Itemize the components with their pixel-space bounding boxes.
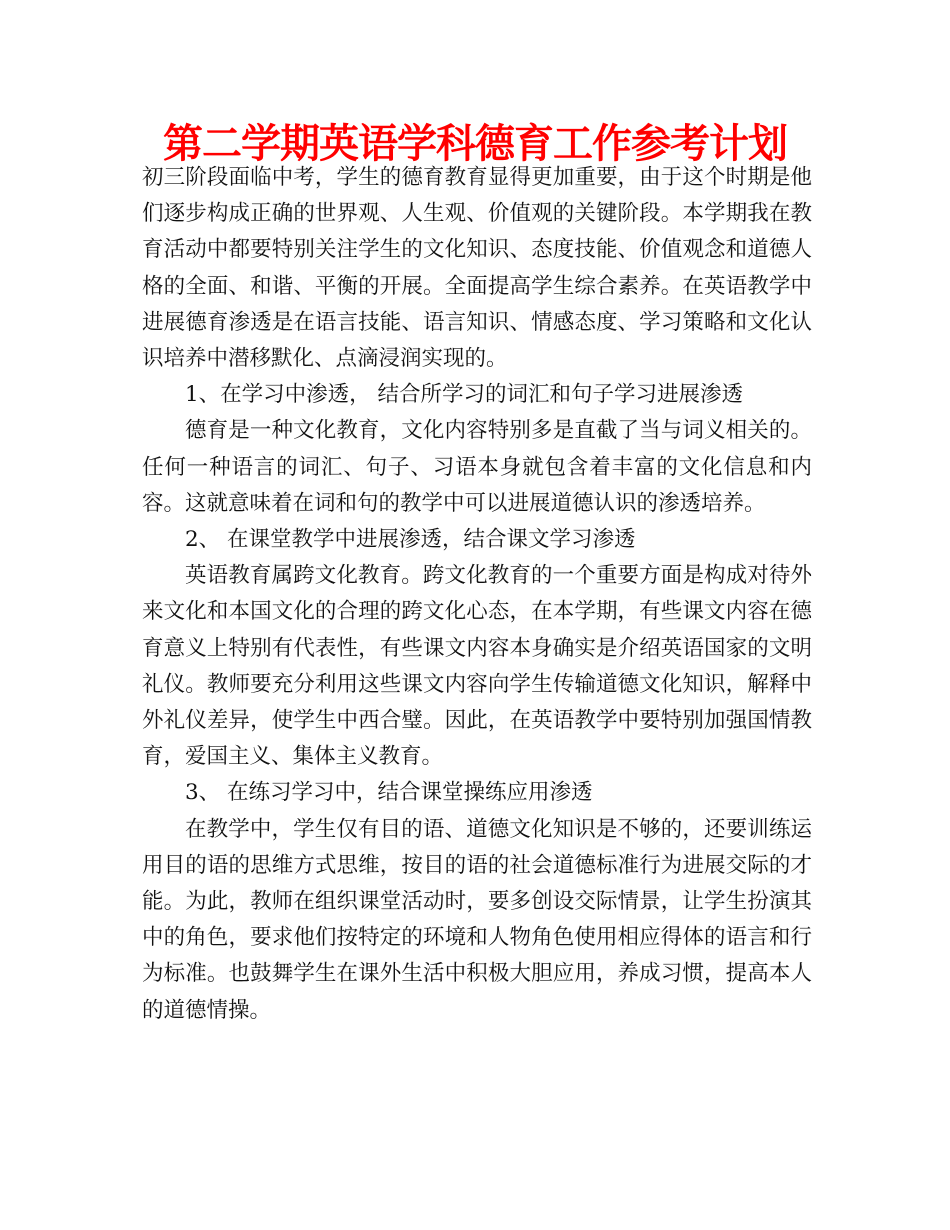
document-body [142,160,812,1029]
intro-paragraph: 初三阶段面临中考，学生的德育教育显得更加重要，由于这个时期是他们逐步构成正确的世界观、人生观、价值观的关键阶段。本学期我在教育活动中都要特别关注学生的文化知识、态度技能、价值观念和道德人格的全面、和谐、平衡的开展。全面提高学生综合素养。在英语教学中进展德育渗透是在语言技能、语言知识、情感态度、学习策略和文化认识培养中潜移默化、点滴浸润实现的。 [142,165,812,372]
section-paragraph-1: 德育是一种文化教育，文化内容特别多是直截了当与词义相关的。任何一种语言的词汇、句子、习语本身就包含着丰富的文化信息和内容。这就意味着在词和句的教学中可以进展道德认识的渗透培养。 [142,418,812,516]
section-heading-3: 3、 在练习学习中，结合课堂操练应用渗透 [185,780,593,806]
section-paragraph-3: 在教学中，学生仅有目的语、道德文化知识是不够的，还要训练运用目的语的思维方式思维，按目的语的社会道德标准行为进展交际的才能。为此，教师在组织课堂活动时，要多创设交际情景，让学生扮演其中的角色，要求他们按特定的环境和人物角色使用相应得体的语言和行为标准。也鼓舞学生在课外生活中积极大胆应用，养成习惯，提高本人的道德情操。 [142,816,812,1023]
section-heading-1: 1、在学习中渗透， 结合所学习的词汇和句子学习进展渗透 [185,382,744,408]
document-title: 第二学期英语学科德育工作参考计划 [163,121,787,167]
section-heading-2: 2、 在课堂教学中进展渗透，结合课文学习渗透 [185,527,636,553]
section-paragraph-2: 英语教育属跨文化教育。跨文化教育的一个重要方面是构成对待外来文化和本国文化的合理的跨文化心态，在本学期，有些课文内容在德育意义上特别有代表性，有些课文内容本身确实是介绍英语国家的文明礼仪。教师要充分利用这些课文内容向学生传输道德文化知识，解释中外礼仪差异，使学生中西合璧。因此，在英语教学中要特别加强国情教育，爱国主义、集体主义教育。 [142,563,812,770]
